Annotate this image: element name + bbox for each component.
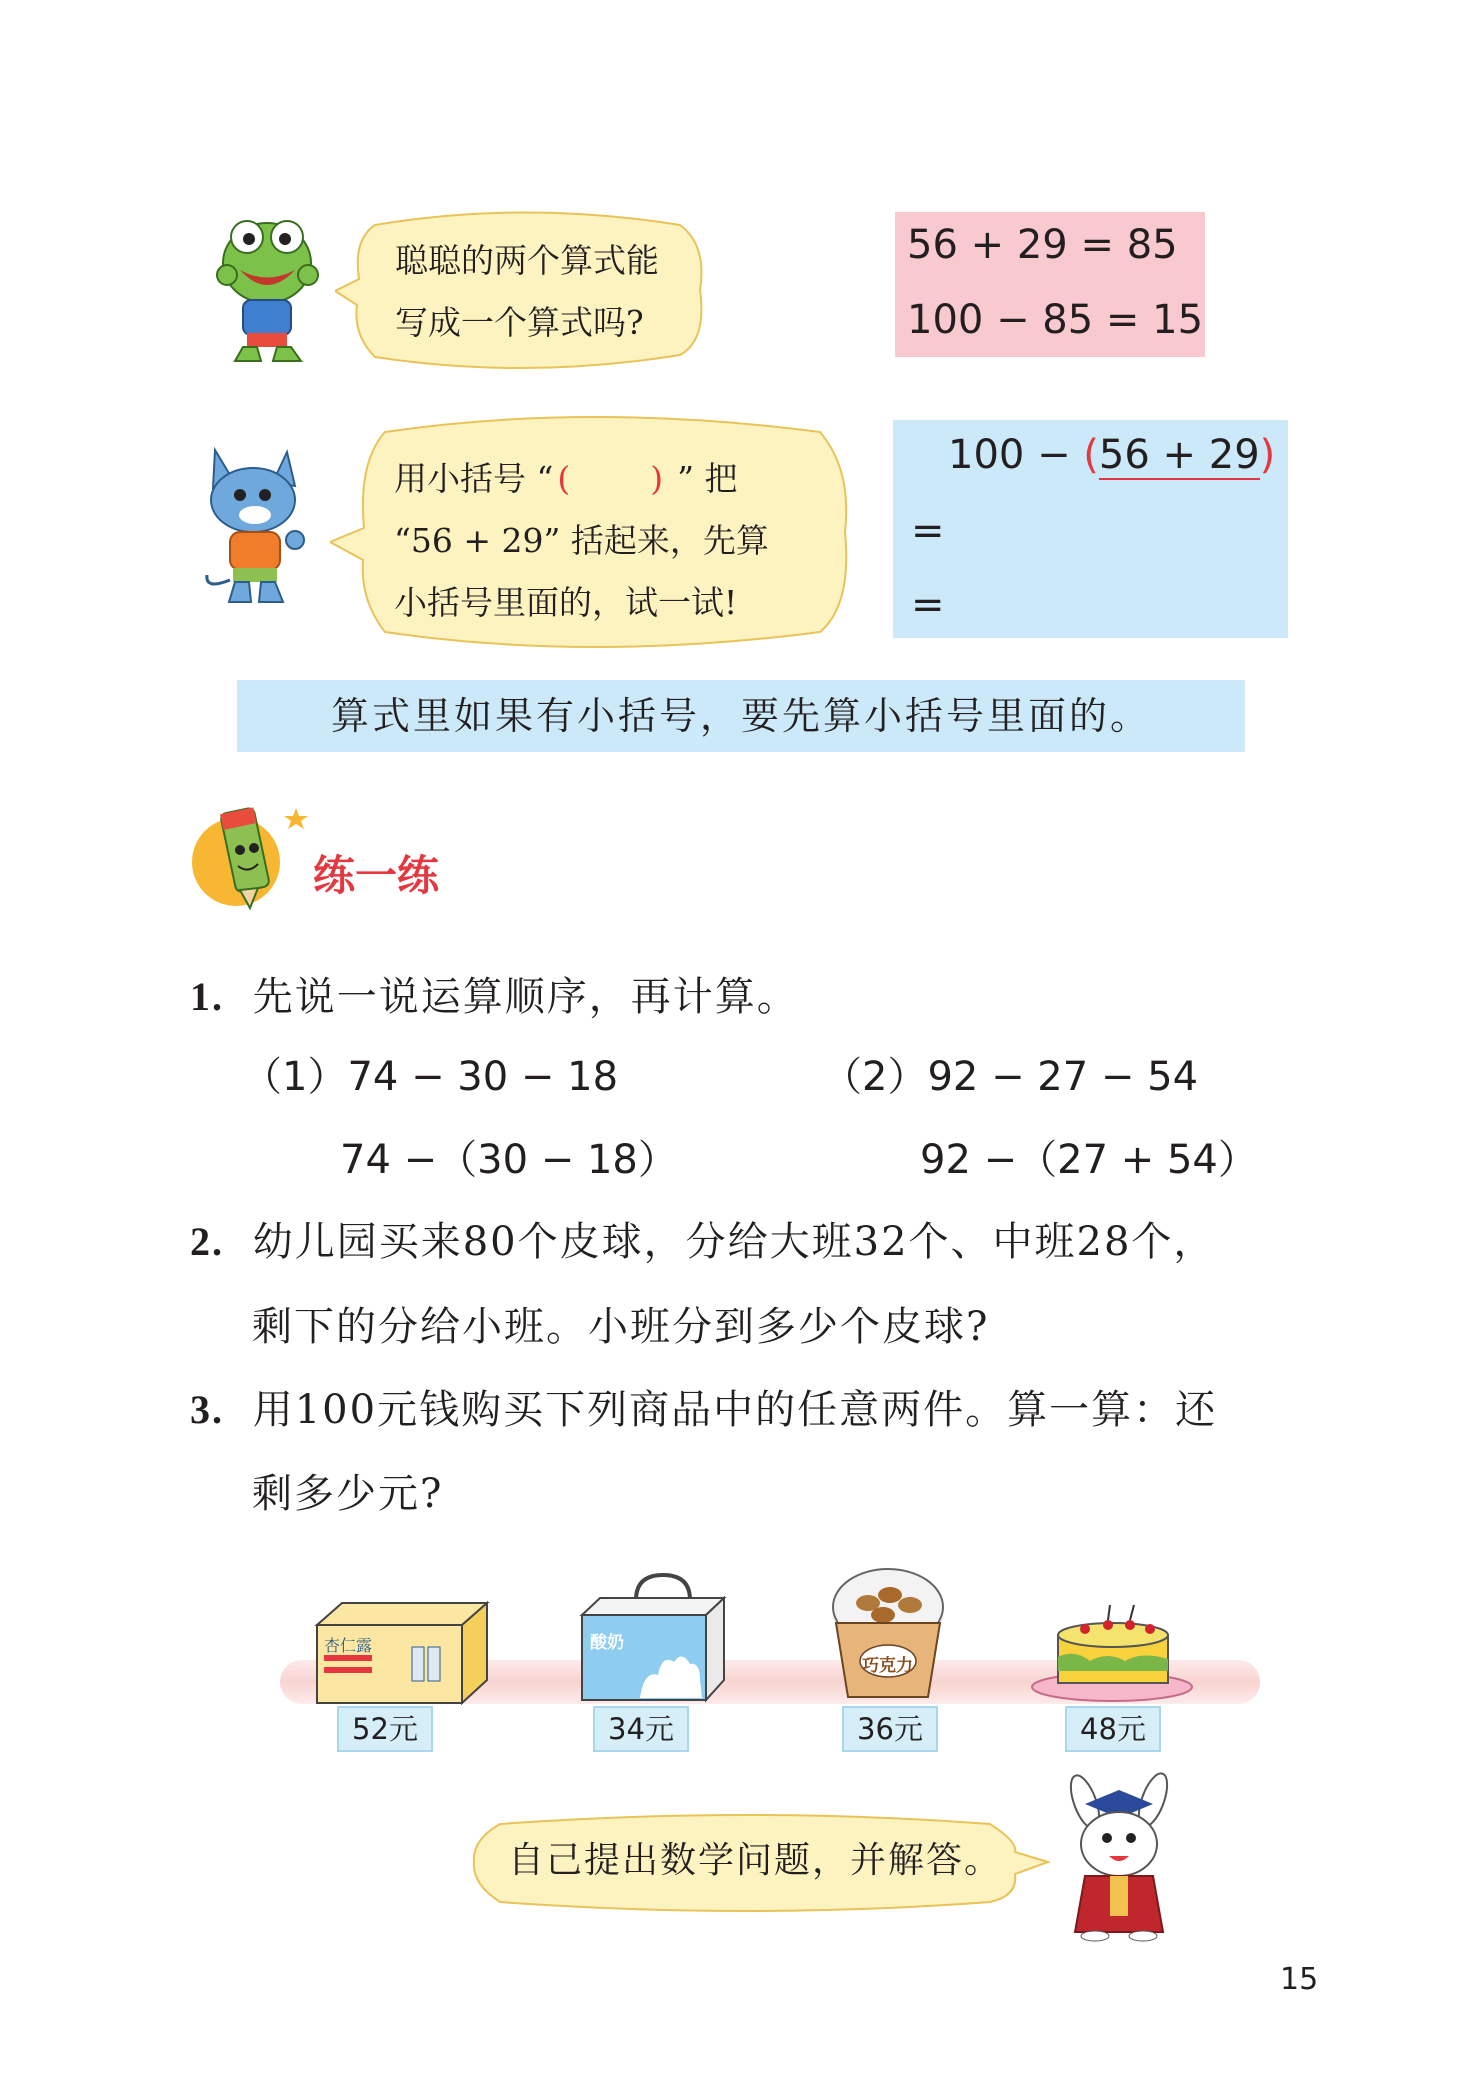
- price-tag-almond: 52元: [337, 1706, 433, 1752]
- parenthesized-expression: 100 − (56 + 29): [948, 432, 1276, 478]
- question-3-number: 3.: [190, 1387, 224, 1432]
- chocolate-bucket: [828, 1565, 948, 1705]
- question-3-line1: 用100元钱购买下列商品中的任意两件。算一算：还: [252, 1387, 1218, 1433]
- rabbit-bubble-text: 自己提出数学问题，并解答。: [508, 1840, 1003, 1881]
- almond-drink-box: [312, 1595, 492, 1705]
- yogurt-label: 酸奶: [590, 1633, 624, 1653]
- question-3: [190, 1378, 1217, 1435]
- q1-part-a-line2: 74 −（30 − 18）: [340, 1137, 678, 1183]
- q1-part-b-line1: （2）92 − 27 − 54: [822, 1054, 1199, 1100]
- equals-step-2: =: [911, 582, 945, 628]
- frog-bubble-line2: 写成一个算式吗?: [395, 303, 644, 342]
- expression-paren-open: (: [1083, 432, 1099, 478]
- rule-text: 算式里如果有小括号，要先算小括号里面的。: [330, 694, 1151, 738]
- cake-item: [1030, 1595, 1195, 1705]
- q1-part-b-line2: 92 −（27 + 54）: [920, 1137, 1258, 1183]
- practice-title: 练一练: [313, 851, 440, 900]
- cat-speech-bubble: [330, 410, 855, 655]
- question-2-number: 2.: [190, 1219, 224, 1264]
- question-2-line1: 幼儿园买来80个皮球，分给大班32个、中班28个，: [252, 1219, 1216, 1265]
- question-1: [190, 965, 799, 1022]
- question-2: [190, 1210, 1215, 1267]
- equals-step-1: =: [911, 508, 945, 554]
- page-number: 15: [1280, 1962, 1319, 1997]
- pink-equation-box: [895, 212, 1205, 357]
- price-tag-yogurt: 34元: [593, 1706, 689, 1752]
- expression-inner: 56 + 29: [1098, 432, 1260, 478]
- rabbit-character: [1055, 1772, 1185, 1942]
- equation-subtraction: 100 − 85 = 15: [907, 297, 1204, 343]
- frog-character: [215, 215, 320, 365]
- cat-bubble-line3: 小括号里面的，试一试!: [394, 583, 738, 622]
- frog-bubble-line1: 聪聪的两个算式能: [395, 241, 659, 280]
- paren-open-red: (: [557, 459, 571, 498]
- question-1-number: 1.: [190, 974, 224, 1019]
- cat-bubble-line2: “56 + 29” 括起来，先算: [394, 521, 769, 560]
- price-tag-cake: 48元: [1065, 1706, 1161, 1752]
- cat-character: [195, 440, 320, 610]
- question-2-line2: 剩下的分给小班。小班分到多少个皮球?: [252, 1304, 990, 1350]
- expression-paren-close: ): [1259, 432, 1276, 478]
- paren-close-red: ): [650, 459, 664, 498]
- question-3-line2: 剩多少元?: [252, 1471, 444, 1517]
- equation-addition: 56 + 29 = 85: [907, 222, 1178, 268]
- q1-part-a-line1: （1）74 − 30 − 18: [242, 1054, 619, 1100]
- cat-bubble-line1: 用小括号 “ ( ) ” 把: [394, 459, 738, 498]
- question-1-text: 先说一说运算顺序，再计算。: [252, 974, 799, 1020]
- yogurt-box: [578, 1570, 728, 1705]
- rule-banner: [237, 680, 1245, 752]
- almond-drink-label: 杏仁露: [324, 1636, 373, 1655]
- frog-speech-bubble: [335, 205, 710, 375]
- pencil-mascot-icon: [188, 800, 308, 920]
- price-tag-chocolate: 36元: [842, 1706, 938, 1752]
- rabbit-speech-bubble: [470, 1812, 1050, 1914]
- chocolate-label: 巧克力: [862, 1656, 913, 1676]
- blue-expression-box: [893, 420, 1288, 638]
